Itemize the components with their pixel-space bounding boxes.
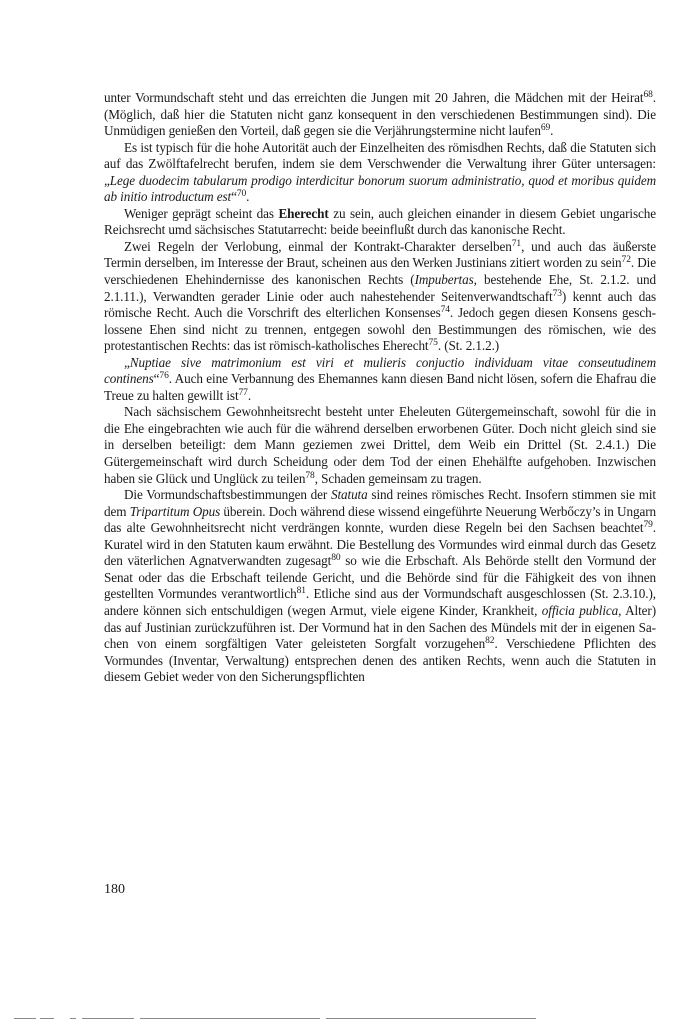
italic-text: Nuptiae sive matrimonium est viri et mulieris conjuctio individuam vitae conseutudinem continens	[104, 354, 656, 387]
text-run: .	[247, 387, 252, 403]
footnote-ref: 70	[236, 189, 247, 200]
body-text	[104, 90, 656, 686]
text-run: . Die verschiedenen Ehehindernisse des kanonischen Rechts (	[104, 255, 657, 288]
text-run: . (St. 2.1.2.)	[437, 338, 500, 354]
footnote-ref: 69	[540, 123, 551, 134]
paragraph	[104, 487, 656, 686]
text-run: . Jedoch gegen diesen Konsens geschlossene Ehen sind nicht zu trennen, entgegen sowohl den Bestimmungen des römischen, wie des protestantischen Rechts: das ist römisch-katholisches Eherecht	[104, 305, 656, 354]
footnote-ref: 78	[305, 470, 315, 481]
footnote-ref: 72	[621, 255, 631, 266]
text-run: , Schaden gemeinsam zu tragen.	[314, 470, 482, 486]
footnote-ref: 73	[552, 288, 562, 299]
text-run: . Kuratel wird in den Statuten kaum erwähnt. Die Bestellung des Vormundes wird einmal durch das Gesetz den väterlichen Agnatverwandten zugesagt	[104, 520, 656, 569]
text-run: . Verschiedene Pflichten des Vormundes (Inventar, Verwaltung) entsprechen denen des antiken Rechts, wenn auch die Statuten in diesem Gebiet weder von den Sicherungspflichten	[104, 636, 656, 685]
italic-text: Impubertas,	[414, 272, 477, 288]
footnote-ref: 68	[643, 90, 653, 100]
footnote-ref: 79	[643, 520, 653, 531]
text-run: Die Vormundschaftsbestimmungen der	[124, 487, 331, 503]
text-run: Zwei Regeln der Verlobung, einmal der Kontrakt-Charakter derselben	[124, 238, 512, 254]
text-run: sind reines römisches Recht. Insofern stimmen sie mit dem	[104, 487, 656, 519]
italic-text: Statuta	[330, 487, 368, 503]
text-run: “	[153, 371, 160, 387]
text-run: überein. Doch während diese wissend eingeführte Neuerung Werbőczy’s in Ungarn das alte Gewohnheitsrecht nicht verdrängen konnte, wurden diese Regeln bei den Sachsen beachtet	[104, 503, 656, 536]
paragraph	[104, 90, 656, 140]
footnote-ref: 82	[485, 636, 495, 647]
text-run: . Auch eine Verbannung des Ehemannes kann diesen Band nicht lösen, sofern die Ehafrau die Treue zu halten gewillt ist	[104, 371, 656, 403]
text-run: , und auch das äußerste Termin derselben, im Interesse der Braut, scheinen aus den Werken Justinians zitiert worden zu sein	[104, 238, 656, 271]
text-run: Weniger geprägt scheint das	[124, 205, 279, 221]
text-run: „	[124, 354, 130, 370]
scan-edge-line	[0, 1016, 682, 1022]
text-run: Alter) das auf Justinian zurückzuführen ist. Der Vormund hat in den Sachen des Mündels mit der in eigenen Sachen von einem sorgfältigen Vater geleisteten Sorgfalt vorzugehen	[104, 602, 656, 652]
paragraph	[104, 206, 656, 239]
italic-text: officia publica,	[541, 602, 622, 618]
text-run: . Etliche sind aus der Vormundschaft ausgeschlossen (St. 2.3.10.), andere können sich entschuldigen (wegen Armut, viele eigene Kinder, Krankheit,	[104, 586, 656, 618]
paragraph	[104, 140, 656, 206]
text-run: bestehende Ehe, St. 2.1.2. und 2.1.11.), Verwandten gerader Linie oder auch nahestehender Seitenverwandtschaft	[104, 272, 656, 304]
text-run: so wie die Erbschaft. Als Behörde stellt den Vormund der Senat oder das die Erbschaft teilende Gericht, und die Behörde sind für die Fähigkeit des von ihnen gestellten Vormundes verantwortlich	[104, 553, 656, 602]
italic-text: Lege duodecim tabularum prodigo interdicitur bonorum suorum administratio, quod et moribus quidem ab initio introductum est	[104, 172, 656, 205]
paragraph	[104, 239, 656, 355]
footnote-ref: 75	[428, 338, 438, 349]
text-run: . (Möglich, daß hier die Statuten nicht ganz konsequent in den verschiedenen Bestimmungen sind). Die Unmüdigen genießen den Vorteil, daß gegen sie die Verjährungstermine nicht laufen	[104, 90, 656, 139]
footnote-ref: 81	[296, 586, 306, 597]
text-run: unter Vormundschaft steht und das erreichten die Jungen mit 20 Jahren, die Mädchen mit der Heirat	[104, 90, 644, 105]
footnote-ref: 76	[159, 371, 169, 382]
footnote-ref: 77	[238, 387, 248, 398]
paragraph	[104, 355, 656, 405]
text-run: Nach sächsischem Gewohnheitsrecht besteht unter Eheleuten Gütergemeinschaft, sowohl für die in die Ehe eingebrachten wie auch für die während derselben erworbenen Güter. Doch nicht gleich sind sie in derselben beteiligt: dem Mann geziemen zwei Drittel, dem Weib ein Drittel (St. 2.4.1.) Die Gütergemeinschaft wird durch Scheidung oder dem Tod der einen Ehehälfte aufgehoben. Inzwischen haben sie Glück und Unglück zu teilen	[104, 404, 656, 486]
text-run: Es ist typisch für die hohe Autorität auch der Einzelheiten des römisdhen Rechts, daß die Statuten sich auf das Zwölftafelrecht berufen, indem sie dem Verschwender die Verwaltung ihrer Güter untersagen: „	[104, 139, 656, 188]
footnote-ref: 71	[511, 238, 522, 249]
footnote-ref: 74	[440, 305, 450, 316]
bold-text: Eherecht	[278, 205, 329, 221]
footnote-ref: 80	[331, 553, 341, 564]
italic-text: Tripartitum Opus	[129, 503, 221, 519]
text-run: .	[246, 189, 250, 205]
text-run: .	[550, 123, 554, 139]
text-run: zu sein, auch gleichen einander in diesem Gebiet ungarische Reichsrecht umd sächsisches Statutarrecht: beide beeinflußt durch das kanonische Recht.	[104, 205, 656, 238]
paragraph	[104, 404, 656, 487]
page-number: 180	[104, 882, 125, 897]
text-run: ) kennt auch das römische Recht. Auch die Vorschrift des elterlichen Konsenses	[104, 288, 656, 321]
text-run: “	[231, 189, 237, 205]
